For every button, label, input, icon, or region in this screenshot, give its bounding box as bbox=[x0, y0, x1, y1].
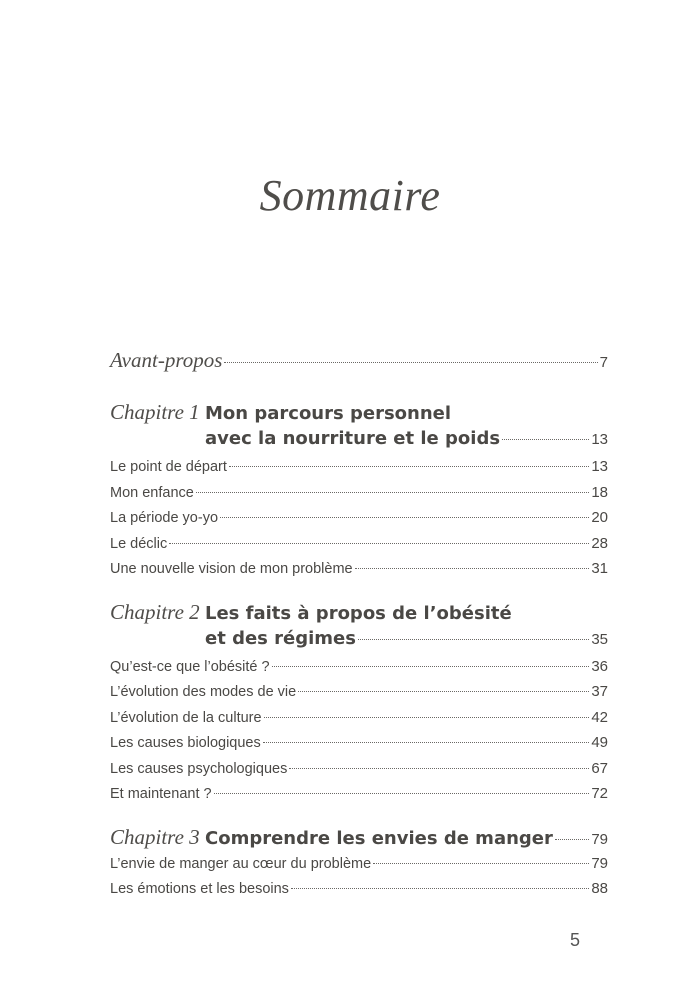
dot-leader bbox=[196, 492, 589, 493]
toc-section[interactable] bbox=[110, 509, 608, 535]
table-of-contents bbox=[110, 348, 608, 906]
toc-section[interactable] bbox=[110, 785, 608, 811]
chapter-label: Chapitre 2 bbox=[110, 599, 200, 624]
toc-entry-avant-propos[interactable] bbox=[110, 348, 608, 378]
section-label: Les causes biologiques bbox=[110, 735, 261, 751]
page-number: 18 bbox=[591, 483, 608, 501]
toc-section[interactable] bbox=[110, 734, 608, 760]
chapter-title: Les faits à propos de l’obésité bbox=[205, 602, 512, 624]
chapter-title-cont: avec la nourriture et le poids bbox=[205, 428, 501, 449]
dot-leader bbox=[214, 793, 590, 794]
dot-leader bbox=[355, 568, 590, 569]
dot-leader bbox=[169, 543, 589, 544]
chapter-1[interactable] bbox=[110, 400, 608, 458]
dot-leader bbox=[373, 863, 589, 864]
page-number: 79 bbox=[591, 830, 608, 848]
page-number: 31 bbox=[591, 560, 608, 577]
page-title: Sommaire bbox=[259, 171, 441, 220]
section-label: Qu’est-ce que l’obésité ? bbox=[110, 658, 270, 675]
section-label: Une nouvelle vision de mon problème bbox=[110, 561, 353, 577]
dot-leader bbox=[502, 439, 589, 440]
section-label: Mon enfance bbox=[110, 484, 194, 501]
section-label: La période yo-yo bbox=[110, 510, 219, 526]
page-number: 67 bbox=[591, 759, 608, 777]
page-number: 79 bbox=[591, 854, 608, 872]
toc-section[interactable] bbox=[110, 760, 608, 786]
page-number: 88 bbox=[591, 880, 608, 897]
page-number: 35 bbox=[591, 630, 608, 648]
folio-page-number: 5 bbox=[570, 930, 581, 950]
section-label: Le point de départ bbox=[110, 459, 227, 475]
chapter-title: Comprendre les envies de manger bbox=[205, 827, 553, 849]
page-number: 28 bbox=[591, 534, 608, 552]
chapter-2[interactable] bbox=[110, 600, 608, 658]
page-number: 13 bbox=[591, 431, 608, 448]
page-number: 72 bbox=[591, 785, 608, 802]
toc-section[interactable] bbox=[110, 535, 608, 561]
dot-leader bbox=[263, 742, 590, 743]
dot-leader bbox=[358, 639, 589, 640]
chapter-3[interactable] bbox=[110, 825, 608, 855]
dot-leader bbox=[555, 839, 589, 840]
toc-section[interactable] bbox=[110, 709, 608, 735]
page-number: 36 bbox=[591, 657, 608, 675]
chapter-title: Mon parcours personnel bbox=[205, 403, 452, 424]
page-number: 49 bbox=[591, 734, 608, 751]
dot-leader bbox=[224, 362, 597, 363]
section-label: Le déclic bbox=[110, 535, 168, 552]
toc-section[interactable] bbox=[110, 855, 608, 881]
section-label: Et maintenant ? bbox=[110, 786, 212, 802]
entry-label: Avant-propos bbox=[110, 348, 223, 372]
dot-leader bbox=[272, 666, 590, 667]
dot-leader bbox=[298, 691, 589, 692]
dot-leader bbox=[264, 717, 590, 718]
chapter-label: Chapitre 3 bbox=[110, 824, 200, 849]
dot-leader bbox=[229, 466, 589, 467]
toc-section[interactable] bbox=[110, 484, 608, 510]
chapter-title-cont: et des régimes bbox=[205, 627, 356, 649]
page-number: 37 bbox=[591, 683, 608, 700]
toc-section[interactable] bbox=[110, 880, 608, 906]
page-number: 7 bbox=[599, 354, 608, 371]
section-label: Les émotions et les besoins bbox=[110, 881, 289, 897]
chapter-label: Chapitre 1 bbox=[110, 400, 200, 424]
toc-section[interactable] bbox=[110, 683, 608, 709]
dot-leader bbox=[289, 768, 589, 769]
section-label: Les causes psychologiques bbox=[110, 760, 288, 777]
dot-leader bbox=[291, 888, 589, 889]
section-label: L’évolution des modes de vie bbox=[110, 684, 297, 700]
section-label: L’évolution de la culture bbox=[110, 709, 262, 726]
page-number: 13 bbox=[591, 458, 608, 475]
section-label: L’envie de manger au cœur du problème bbox=[110, 855, 372, 872]
toc-section[interactable] bbox=[110, 560, 608, 586]
dot-leader bbox=[220, 517, 589, 518]
page-number: 42 bbox=[591, 708, 608, 726]
toc-section[interactable] bbox=[110, 658, 608, 684]
toc-section[interactable] bbox=[110, 458, 608, 484]
page-number: 20 bbox=[591, 509, 608, 526]
